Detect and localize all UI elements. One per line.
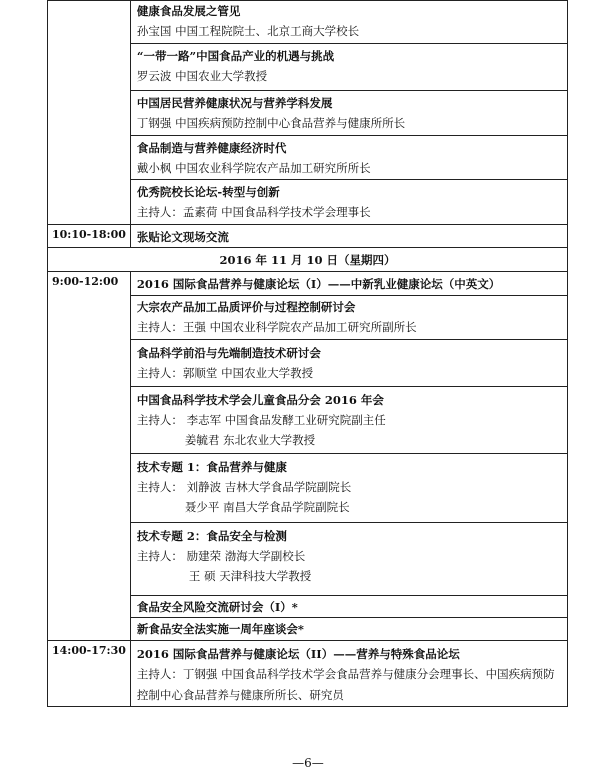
speaker: 孙宝国 中国工程院院士、北京工商大学校长 <box>136 24 360 38</box>
session-title: 新食品安全法实施一周年座谈会* <box>136 622 304 636</box>
table-row <box>48 225 568 248</box>
time-cell <box>48 1 131 225</box>
session-cell <box>130 618 567 641</box>
session-cell <box>130 523 567 596</box>
session-title: 大宗农产品加工品质评价与过程控制研讨会 <box>136 300 356 314</box>
host: 主持人： 李志军 中国食品发酵工业研究院副主任 <box>136 413 386 427</box>
page-number: —6— <box>292 756 324 770</box>
host: 聂少平 南昌大学食品学院副院长 <box>184 500 350 514</box>
session-title: 食品制造与营养健康经济时代 <box>136 141 287 155</box>
session-title: 张贴论文现场交流 <box>136 230 229 244</box>
session-cell <box>130 91 567 136</box>
session-cell <box>130 340 567 387</box>
session-cell <box>130 44 567 91</box>
session-title: 2016 国际食品营养与健康论坛（I）——中新乳业健康论坛（中英文） <box>136 277 501 291</box>
speaker: 丁钢强 中国疾病预防控制中心食品营养与健康所所长 <box>136 116 406 130</box>
session-cell <box>130 454 567 523</box>
session-title: 食品科学前沿与先端制造技术研讨会 <box>136 346 321 360</box>
host: 主持人： 刘静波 吉林大学食品学院副院长 <box>136 480 352 494</box>
time-cell: 9:00-12:00 <box>48 272 131 641</box>
session-cell <box>130 596 567 618</box>
session-title: 健康食品发展之管见 <box>136 4 241 18</box>
session-cell <box>130 225 567 248</box>
time-cell: 14:00-17:30 <box>48 641 131 707</box>
host: 王 硕 天津科技大学教授 <box>188 569 312 583</box>
session-title: 中国食品科学技术学会儿童食品分会 2016 年会 <box>136 393 384 407</box>
session-cell <box>130 180 567 225</box>
table-row <box>48 248 568 272</box>
session-cell <box>130 1 567 44</box>
table-row <box>48 272 568 296</box>
session-title: 技术专题 1：食品营养与健康 <box>136 460 287 474</box>
host: 主持人：王强 中国农业科学院农产品加工研究所副所长 <box>136 320 417 334</box>
host: 主持人：丁钢强 中国食品科学技术学会食品营养与健康分会理事长、中国疾病预防控制中心食品营养与健康所所长、研究员 <box>136 667 555 702</box>
session-title: 优秀院校长论坛-转型与创新 <box>136 185 280 199</box>
speaker: 戴小枫 中国农业科学院农产品加工研究所所长 <box>136 161 371 175</box>
session-cell <box>130 641 567 707</box>
table-row <box>48 1 568 44</box>
host: 姜毓君 东北农业大学教授 <box>184 433 316 447</box>
session-cell <box>130 272 567 296</box>
host: 主持人：郭顺堂 中国农业大学教授 <box>136 366 314 380</box>
session-title: 2016 国际食品营养与健康论坛（II）——营养与特殊食品论坛 <box>136 647 460 661</box>
host: 主持人： 励建荣 渤海大学副校长 <box>136 549 306 563</box>
host: 主持人：孟素荷 中国食品科学技术学会理事长 <box>136 205 371 219</box>
session-title: 食品安全风险交流研讨会（I）* <box>136 600 298 614</box>
session-title: “一带一路”中国食品产业的机遇与挑战 <box>136 49 335 63</box>
date-header: 2016 年 11 月 10 日（星期四） <box>48 248 568 272</box>
session-cell <box>130 136 567 180</box>
session-title: 技术专题 2：食品安全与检测 <box>136 529 287 543</box>
session-cell <box>130 387 567 454</box>
schedule-table <box>47 0 568 707</box>
time-cell: 10:10-18:00 <box>48 225 131 248</box>
speaker: 罗云波 中国农业大学教授 <box>136 69 268 83</box>
table-row <box>48 641 568 707</box>
session-cell <box>130 296 567 340</box>
session-title: 中国居民营养健康状况与营养学科发展 <box>136 96 333 110</box>
